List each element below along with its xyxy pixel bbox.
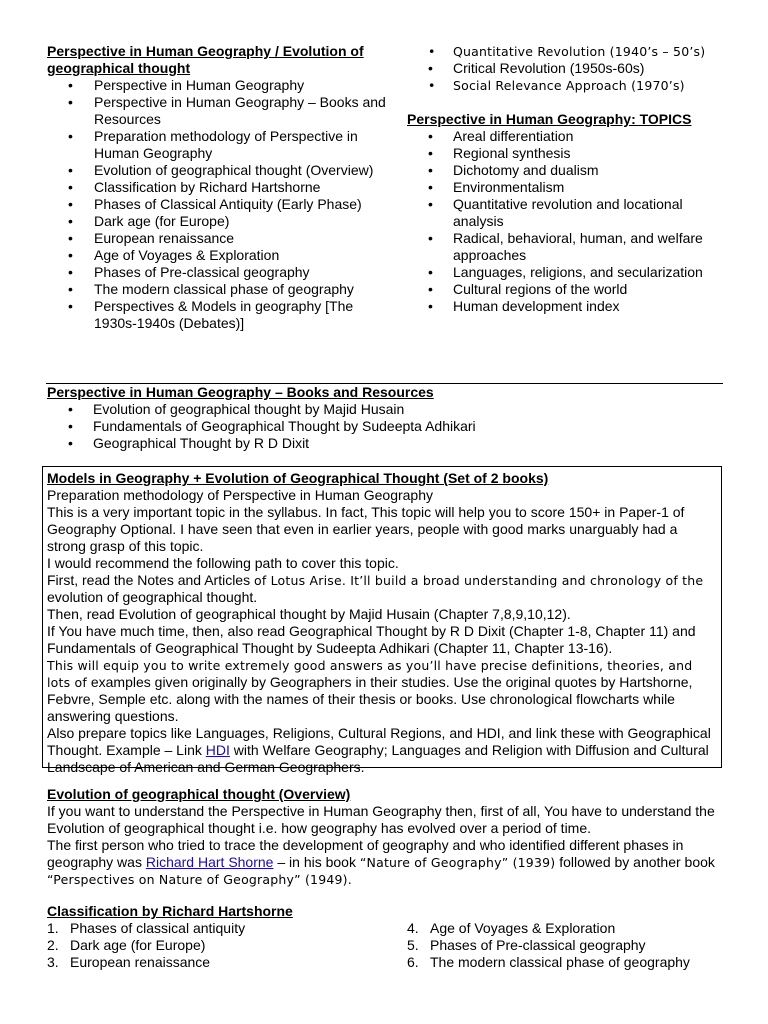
list-item: • Age of Voyages & Exploration: [47, 247, 387, 264]
item-number: 3.: [47, 954, 59, 970]
list-item: • Preparation methodology of Perspective in Human Geography: [47, 128, 387, 162]
topics-heading: Perspective in Human Geography: TOPICS: [407, 111, 692, 127]
revolutions-list: [407, 43, 727, 94]
list-item: • Dichotomy and dualism: [407, 162, 727, 179]
item-number: 4.: [407, 920, 419, 936]
text-run: examples given originally by Geographers in their studies. Use the original quotes by Hartshorne, Febvre, Semple etc. along with the names of their thesis or books. Use chronological flowcharts while answering questions.: [47, 674, 693, 724]
hartshorne-section: [47, 903, 727, 971]
item-number: 5.: [407, 937, 419, 953]
paragraph: I would recommend the following path to cover this topic.: [47, 555, 399, 571]
list-item: • Geographical Thought by R D Dixit: [47, 435, 727, 452]
richard-hartshorne-link[interactable]: Richard Hart Shorne: [145, 854, 274, 870]
text-run: evolution of geographical thought.: [47, 589, 258, 605]
list-item: [407, 954, 690, 971]
list-item: [407, 920, 690, 937]
item-text: European renaissance: [70, 954, 211, 970]
list-item: • Fundamentals of Geographical Thought by Sudeepta Adhikari: [47, 418, 727, 435]
list-item: • The modern classical phase of geography: [47, 281, 387, 298]
list-item: • Quantitative revolution and locational analysis: [407, 196, 727, 230]
list-item: • Perspective in Human Geography – Books and Resources: [47, 94, 387, 128]
contents-heading: [47, 43, 387, 77]
phases-column-1: [47, 920, 407, 971]
list-item: • Perspective in Human Geography: [47, 77, 387, 94]
paragraph: This is a very important topic in the syllabus. In fact, This topic will help you to score 150+ in Paper-1 of Geography Optional. I have seen that even in earlier years, people with good marks unarguably had a strong grasp of this topic.: [47, 504, 685, 554]
text-run: followed by another book: [555, 854, 715, 870]
text-run: with Welfare Geography; Languages and Religion with Diffusion and Cultural Landscape of American and German Geographers.: [47, 742, 709, 775]
overview-section: [47, 786, 727, 888]
contents-heading-part1: Perspective in Human Geography: [47, 43, 272, 59]
item-text: Phases of Pre-classical geography: [430, 937, 646, 953]
paragraph: Preparation methodology of Perspective in Human Geography: [47, 487, 433, 503]
books-heading: Perspective in Human Geography – Books and Resources: [47, 384, 434, 400]
list-item: • Regional synthesis: [407, 145, 727, 162]
text-run: This will equip you to write extremely good answers as you’ll have precise definitions, theories, and lots of: [47, 658, 693, 690]
list-item: • Critical Revolution (1950s-60s): [407, 60, 727, 77]
item-text: Phases of classical antiquity: [70, 920, 246, 936]
list-item: • Environmentalism: [407, 179, 727, 196]
list-item: • Quantitative Revolution (1940’s – 50’s): [407, 43, 727, 60]
hdi-link[interactable]: HDI: [205, 742, 230, 758]
paragraph: If you want to understand the Perspective in Human Geography then, first of all, You have to understand the Evolution of geographical thought i.e. how geography has evolved over a period of time.: [47, 803, 715, 836]
item-text: The modern classical phase of geography: [430, 954, 690, 970]
paragraph: [47, 657, 717, 725]
paragraph: [47, 572, 717, 606]
text-run: “Perspectives on Nature of Geography” (1949).: [47, 872, 352, 887]
hartshorne-heading: Classification by Richard Hartshorne: [47, 903, 293, 919]
text-run: – in his book: [273, 854, 360, 870]
list-item: [47, 954, 407, 971]
item-number: 2.: [47, 937, 59, 953]
list-item: • Perspectives & Models in geography [The 1930s-1940s (Debates)]: [47, 298, 387, 332]
list-item: • Evolution of geographical thought (Overview): [47, 162, 387, 179]
list-item: [47, 937, 407, 954]
item-text: Age of Voyages & Exploration: [430, 920, 616, 936]
list-item: • Cultural regions of the world: [407, 281, 727, 298]
item-number: 1.: [47, 920, 59, 936]
overview-heading: Evolution of geographical thought (Overview): [47, 786, 351, 802]
text-run: Also prepare topics like Languages, Religions, Cultural Regions, and HDI, and link these with Geographical Thought. Example – Link: [47, 725, 711, 758]
paragraph: Then, read Evolution of geographical thought by Majid Husain (Chapter 7,8,9,10,12).: [47, 606, 571, 622]
text-run: First, read the Notes and Articles: [47, 572, 254, 588]
phases-column-2: [407, 920, 690, 971]
list-item: • Areal differentiation: [407, 128, 727, 145]
list-item: [407, 937, 690, 954]
list-item: • Radical, behavioral, human, and welfare approaches: [407, 230, 727, 264]
list-item: • Social Relevance Approach (1970’s): [407, 77, 727, 94]
books-section: [47, 384, 727, 452]
list-item: • Phases of Pre-classical geography: [47, 264, 387, 281]
list-item: • Classification by Richard Hartshorne: [47, 179, 387, 196]
paragraph: [47, 725, 717, 776]
text-run: The first person who tried to trace the development of geography and who identified different phases in geography was: [47, 837, 684, 870]
item-text: Dark age (for Europe): [70, 937, 206, 953]
models-box: [42, 466, 722, 775]
books-list: [47, 401, 727, 452]
phases-list: [47, 920, 727, 971]
topics-list: [407, 128, 727, 315]
left-column: [47, 43, 387, 332]
item-number: 6.: [407, 954, 419, 970]
text-run: of Lotus Arise. It’ll build a broad understanding and chronology of the: [253, 573, 704, 588]
right-column: [407, 43, 727, 315]
list-item: • Phases of Classical Antiquity (Early Phase): [47, 196, 387, 213]
text-run: “Nature of Geography” (1939): [359, 855, 556, 870]
list-item: • Human development index: [407, 298, 727, 315]
models-box-heading: Models in Geography + Evolution of Geographical Thought (Set of 2 books): [47, 470, 549, 486]
list-item: • European renaissance: [47, 230, 387, 247]
list-item: [47, 920, 407, 937]
paragraph: [47, 837, 727, 888]
contents-list: [47, 77, 387, 332]
list-item: • Evolution of geographical thought by Majid Husain: [47, 401, 727, 418]
list-item: • Languages, religions, and secularization: [407, 264, 727, 281]
list-item: • Dark age (for Europe): [47, 213, 387, 230]
paragraph: If You have much time, then, also read Geographical Thought by R D Dixit (Chapter 1-8, Chapter 11) and Fundamentals of Geographical Thought by Sudeepta Adhikari (Chapter 11, Chapter 13-16).: [47, 623, 696, 656]
contents-heading-part2: / Evolution of geographical thought: [47, 43, 364, 76]
